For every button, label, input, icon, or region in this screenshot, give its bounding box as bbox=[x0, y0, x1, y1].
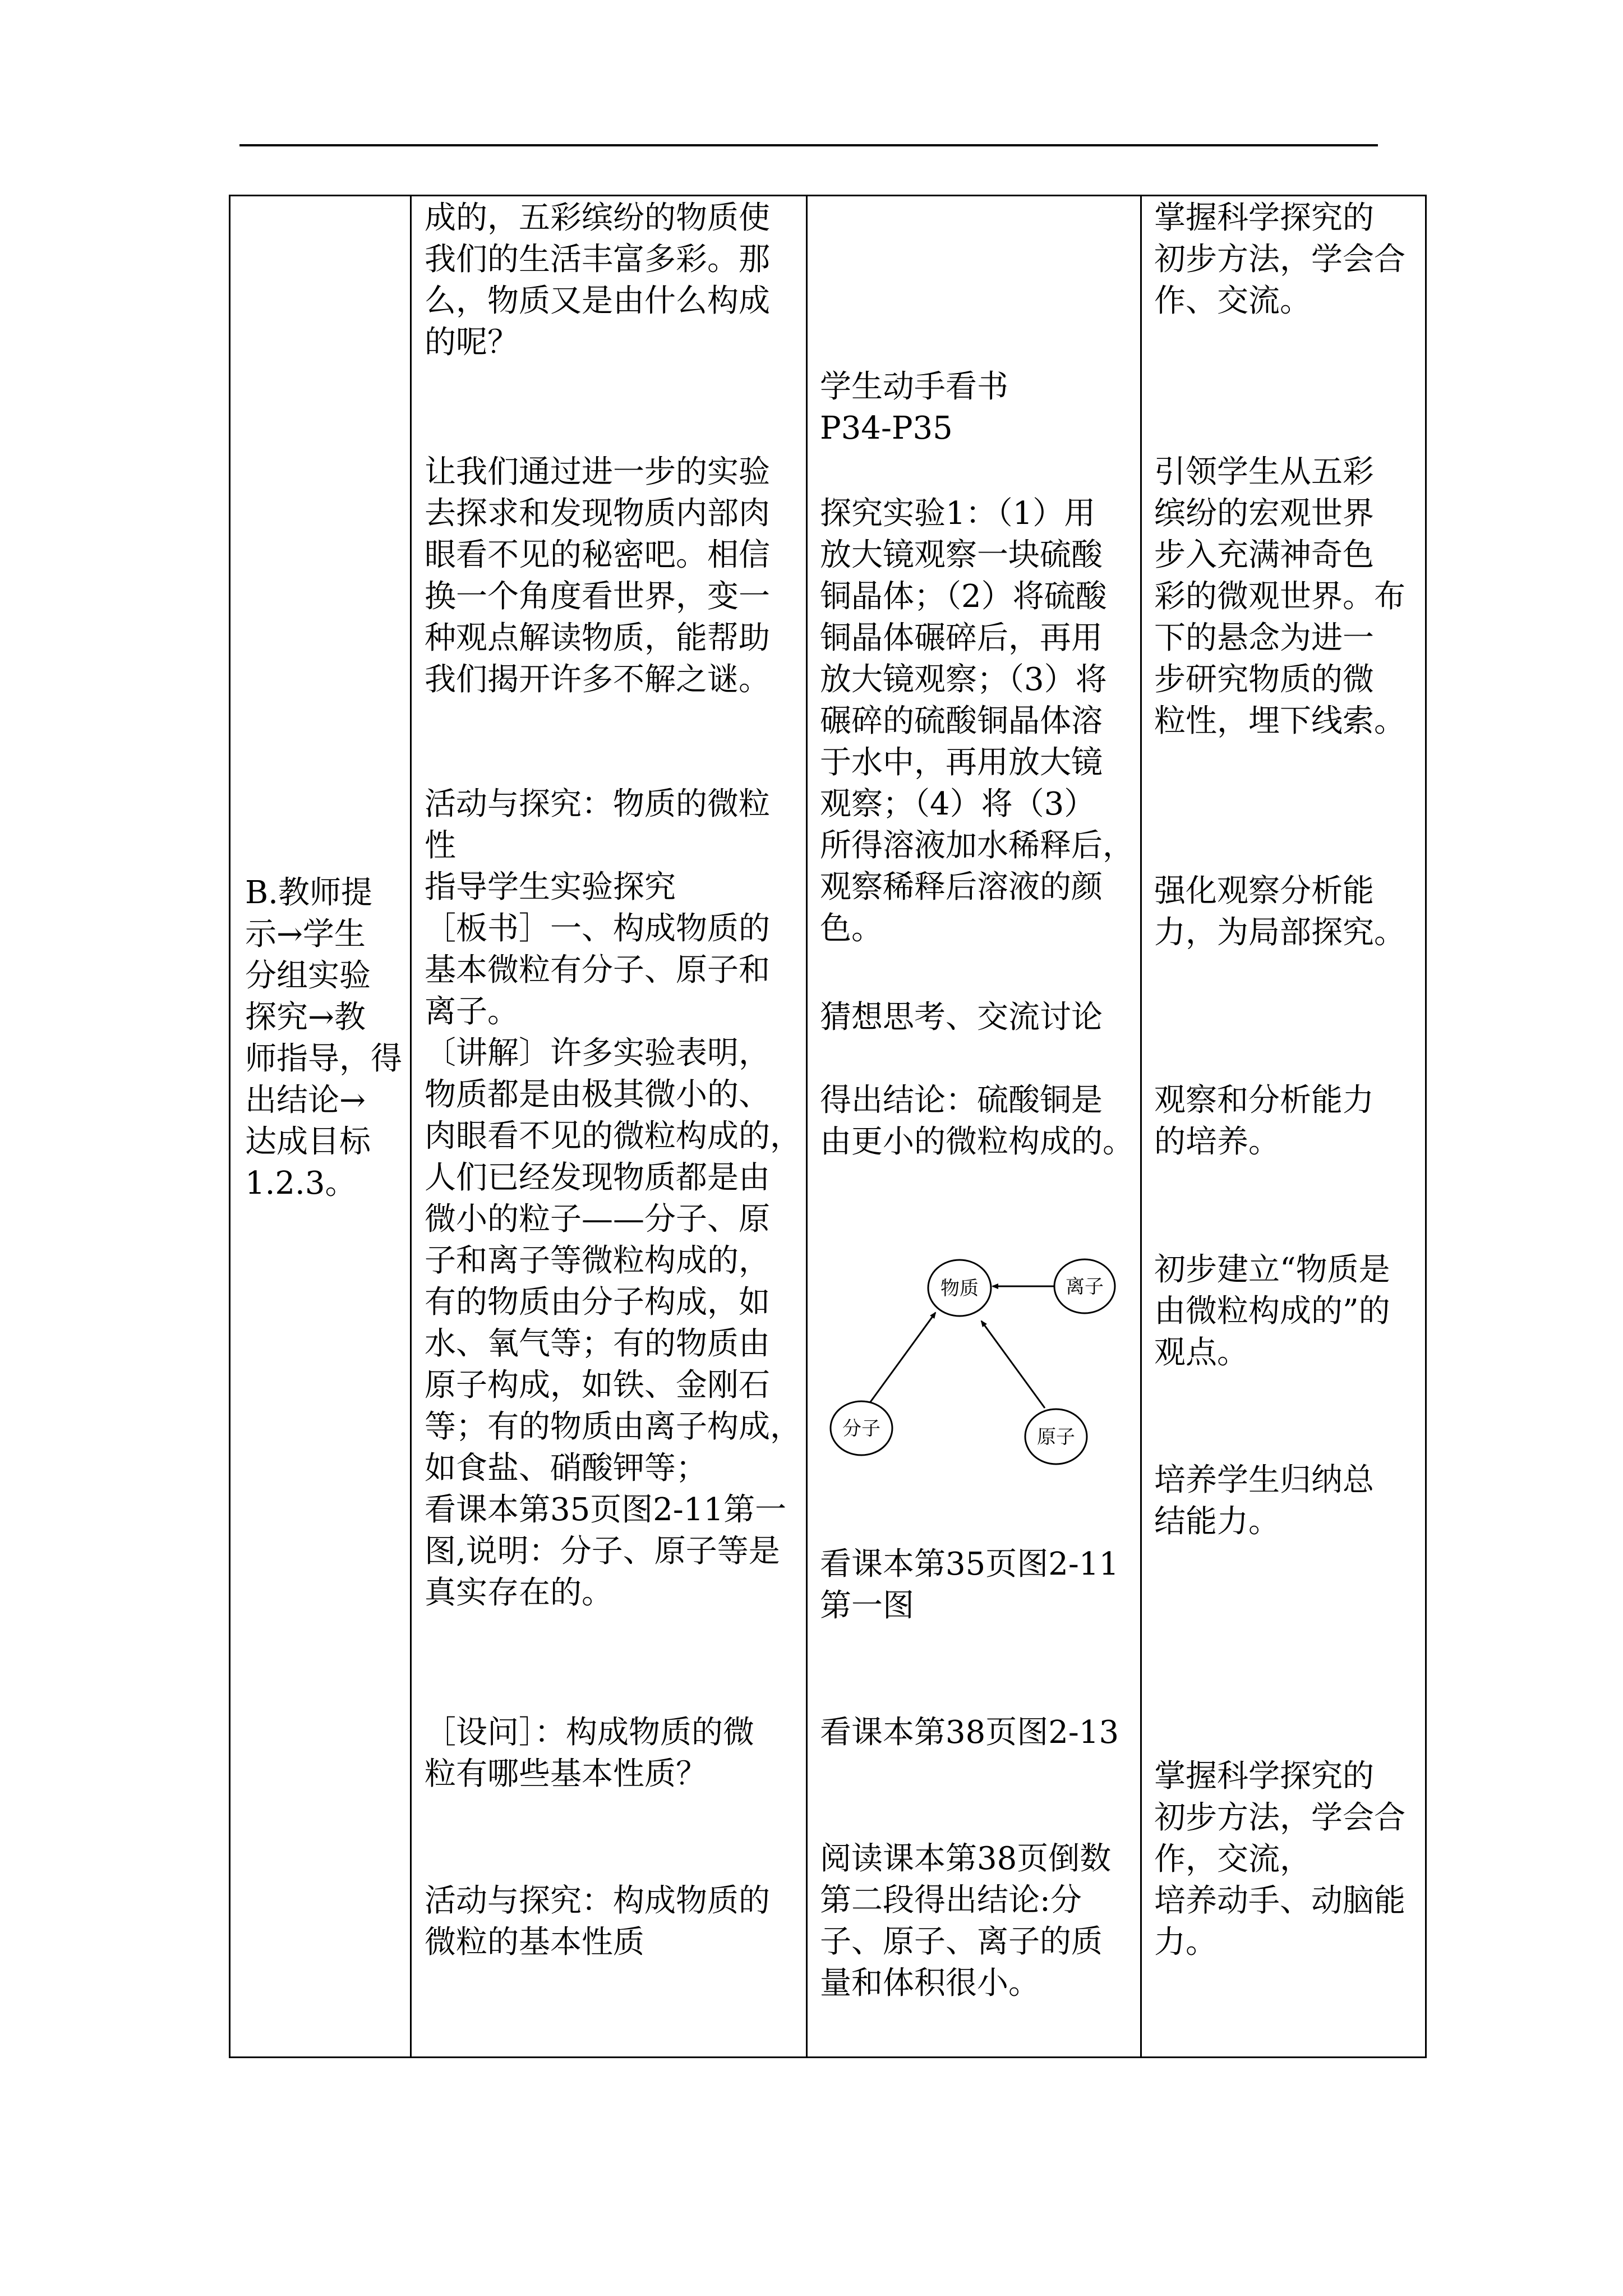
experiment-conclusion: 得出结论：硫酸铜是 由更小的微粒构成的。 bbox=[820, 1082, 1134, 1160]
student-reading: 学生动手看书 P34-P35 bbox=[820, 369, 1008, 447]
particle-diagram bbox=[819, 1234, 1133, 1503]
teacher-question: ［设问］：构成物质的微 粒有哪些基本性质？ bbox=[425, 1714, 754, 1792]
column-divider bbox=[806, 196, 808, 2056]
goal-summary: 培养学生归纳总 结能力。 bbox=[1154, 1462, 1374, 1540]
intro-question: 成的，五彩缤纷的物质使 我们的生活丰富多彩。那 么，物质又是由什么构成 的呢？ bbox=[425, 200, 770, 361]
teacher-explanation: 活动与探究：物质的微粒 性 指导学生实验探究 ［板书］一、构成物质的 基本微粒有分子、原子和 离子。 〔讲解〕许多实验表明， 物质都是由极其微小的、 肉眼看不见的微粒构成的， 人们已经发现物质都是由 微小的粒子——分子、原 子和离子等微粒构成的， 有的物质由分子构成，如 水、氧气等；有的物质由 原子构成，如铁、金刚石 等；有的物质由离子构成， 如食盐、硝酸钾等； 看课本第35页图2-11第一 图,说明：分子、原子等是 真实存在的。 bbox=[425, 786, 801, 1611]
goal-inquiry: 掌握科学探究的 初步方法，学会合 作、交流。 bbox=[1154, 200, 1405, 319]
goal-observation: 强化观察分析能 力，为局部探究。 bbox=[1154, 873, 1405, 951]
header-rule bbox=[239, 144, 1378, 146]
column-divider bbox=[410, 196, 412, 2056]
teaching-step-label: B.教师提 示→学生 分组实验 探究→教 师指导，得 出结论→ 达成目标 1.2.3。 bbox=[245, 875, 402, 1202]
column-divider bbox=[1140, 196, 1142, 2056]
arrow-molecule-to-matter bbox=[869, 1313, 935, 1404]
matter-label: 物质 bbox=[940, 1277, 979, 1300]
exploration-intro: 让我们通过进一步的实验 去探求和发现物质内部肉 眼看不见的秘密吧。相信 换一个角度看世界，变一 种观点解读物质，能帮助 我们揭开许多不解之谜。 bbox=[425, 454, 770, 698]
student-discussion: 猜想思考、交流讨论 bbox=[820, 999, 1103, 1036]
atom-label: 原子 bbox=[1037, 1426, 1075, 1448]
goal-cooperation: 掌握科学探究的 初步方法，学会合 作，交流， 培养动手、动脑能 力。 bbox=[1154, 1758, 1405, 1961]
textbook-figure-ref: 看课本第35页图2-11 第一图 bbox=[820, 1546, 1119, 1624]
molecule-label: 分子 bbox=[842, 1418, 880, 1440]
textbook-figure-ref-2: 看课本第38页图2-13 bbox=[820, 1714, 1119, 1751]
goal-particle-view: 初步建立“物质是 由微粒构成的”的 观点。 bbox=[1154, 1251, 1390, 1371]
goal-analysis: 观察和分析能力 的培养。 bbox=[1154, 1082, 1374, 1160]
arrow-atom-to-matter bbox=[981, 1321, 1045, 1408]
activity-title: 活动与探究：构成物质的 微粒的基本性质 bbox=[425, 1883, 770, 1961]
experiment-steps: 探究实验1：（1）用 放大镜观察一块硫酸 铜晶体；（2）将硫酸 铜晶体碾碎后，再用 放大镜观察；（3）将 碾碎的硫酸铜晶体溶 于水中，再用放大镜 观察；（4）将（3） 所得溶液加水稀释后， 观察稀释后溶液的颜 色。 bbox=[820, 495, 1134, 947]
goal-micro-world: 引领学生从五彩 缤纷的宏观世界 步入充满神奇色 彩的微观世界。布 下的悬念为进一 步研究物质的微 粒性，埋下线索。 bbox=[1154, 454, 1405, 739]
reading-conclusion: 阅读课本第38页倒数 第二段得出结论:分 子、原子、离子的质 量和体积很小。 bbox=[820, 1841, 1112, 2001]
ion-label: 离子 bbox=[1066, 1276, 1104, 1298]
